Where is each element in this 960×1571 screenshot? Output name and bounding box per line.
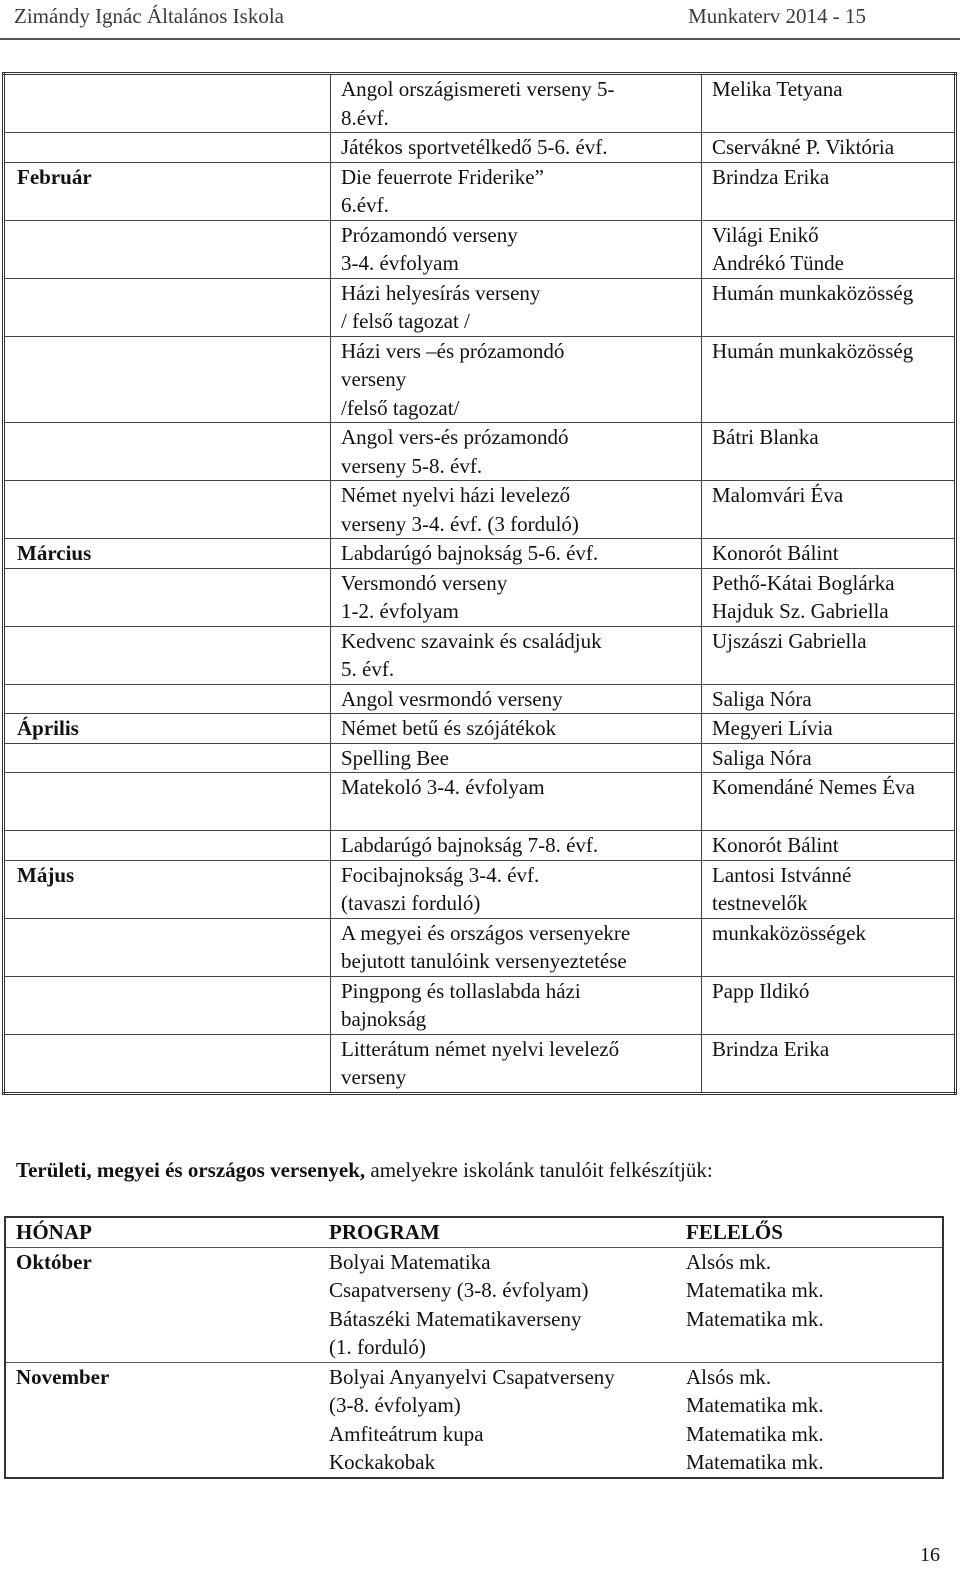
responsible-line: Konorót Bálint bbox=[712, 833, 839, 857]
table-row bbox=[4, 539, 956, 569]
responsible-line: Melika Tetyana bbox=[712, 77, 843, 101]
month-cell: November bbox=[5, 1362, 319, 1420]
program-line: Bolyai Anyanyelvi Csapatverseny bbox=[329, 1364, 615, 1389]
program-cell bbox=[319, 1362, 676, 1420]
responsible-line: Matematika mk. bbox=[686, 1393, 824, 1417]
column-header-month: HÓNAP bbox=[5, 1217, 319, 1247]
table-row bbox=[4, 773, 956, 831]
responsible-cell bbox=[676, 1448, 943, 1478]
program-line: Litterátum német nyelvi levelező bbox=[341, 1036, 620, 1061]
month-cell: Május bbox=[4, 860, 331, 918]
table-row bbox=[4, 918, 956, 976]
program-line: Játékos sportvetélkedő 5-6. évf. bbox=[341, 135, 608, 159]
program-cell bbox=[319, 1305, 676, 1363]
page-header bbox=[0, 0, 960, 40]
responsible-line: Világi Enikő bbox=[712, 222, 819, 247]
responsible-line: Matematika mk. bbox=[686, 1278, 824, 1302]
responsible-cell bbox=[702, 220, 956, 278]
responsible-cell bbox=[702, 423, 956, 481]
program-cell bbox=[331, 336, 702, 423]
program-cell bbox=[331, 481, 702, 539]
program-cell bbox=[331, 831, 702, 861]
month-cell bbox=[4, 831, 331, 861]
responsible-cell bbox=[702, 626, 956, 684]
program-line: A megyei és országos versenyekre bbox=[341, 920, 631, 945]
responsible-cell bbox=[702, 684, 956, 714]
column-header-program: PROGRAM bbox=[319, 1217, 676, 1247]
responsible-line: Saliga Nóra bbox=[712, 686, 812, 711]
month-cell bbox=[4, 918, 331, 976]
responsible-cell bbox=[702, 1034, 956, 1093]
month-cell: Október bbox=[5, 1247, 319, 1305]
responsible-line: Matematika mk. bbox=[686, 1450, 824, 1474]
month-cell bbox=[4, 220, 331, 278]
table-row bbox=[4, 831, 956, 861]
program-line: verseny bbox=[341, 1065, 407, 1089]
month-cell bbox=[4, 278, 331, 336]
program-line: Focibajnokság 3-4. évf. bbox=[341, 862, 540, 887]
month-cell bbox=[4, 976, 331, 1034]
program-line: 5. évf. bbox=[341, 657, 395, 681]
program-line: Házi vers –és prózamondó bbox=[341, 338, 565, 363]
month-cell bbox=[4, 336, 331, 423]
table-row bbox=[4, 481, 956, 539]
responsible-cell bbox=[702, 336, 956, 423]
table-row bbox=[4, 626, 956, 684]
responsible-line: Andrékó Tünde bbox=[712, 251, 844, 275]
program-line: /felső tagozat/ bbox=[341, 395, 460, 420]
program-cell bbox=[319, 1420, 676, 1449]
program-line: 8.évf. bbox=[341, 105, 389, 130]
program-line: Spelling Bee bbox=[341, 745, 449, 770]
table-row bbox=[4, 976, 956, 1034]
program-line: Házi helyesírás verseny bbox=[341, 280, 541, 305]
table-row bbox=[4, 133, 956, 163]
program-cell bbox=[331, 568, 702, 626]
page-number: 16 bbox=[920, 1544, 940, 1566]
program-line: Matekoló 3-4. évfolyam bbox=[341, 775, 545, 799]
responsible-cell bbox=[676, 1305, 943, 1363]
program-line: verseny 3-4. évf. (3 forduló) bbox=[341, 511, 579, 536]
responsible-line: Brindza Erika bbox=[712, 1036, 830, 1061]
program-cell bbox=[331, 976, 702, 1034]
table-row bbox=[4, 568, 956, 626]
program-line: Csapatverseny (3-8. évfolyam) bbox=[329, 1278, 589, 1302]
responsible-line bbox=[712, 802, 954, 831]
header-divider bbox=[0, 38, 960, 40]
responsible-cell bbox=[702, 976, 956, 1034]
table-row bbox=[5, 1448, 943, 1478]
month-cell bbox=[4, 684, 331, 714]
responsible-line: Humán munkaközösség bbox=[712, 280, 914, 305]
program-line: Amfiteátrum kupa bbox=[329, 1421, 484, 1446]
table-row bbox=[4, 743, 956, 773]
program-cell bbox=[331, 626, 702, 684]
responsible-line: Brindza Erika bbox=[712, 164, 830, 189]
month-cell bbox=[5, 1305, 319, 1363]
responsible-line: Saliga Nóra bbox=[712, 745, 812, 770]
responsible-line: Ujszászi Gabriella bbox=[712, 628, 867, 653]
month-cell bbox=[4, 1034, 331, 1093]
month-cell bbox=[4, 743, 331, 773]
responsible-line: Lantosi Istvánné bbox=[712, 862, 852, 887]
program-line: Bátaszéki Matematikaverseny bbox=[329, 1306, 582, 1331]
responsible-cell bbox=[676, 1247, 943, 1305]
program-cell bbox=[331, 1034, 702, 1093]
responsible-cell bbox=[702, 918, 956, 976]
responsible-cell bbox=[702, 773, 956, 831]
month-cell: Április bbox=[4, 714, 331, 744]
competitions-table bbox=[2, 72, 957, 1095]
section-heading bbox=[16, 1158, 713, 1183]
table-row bbox=[5, 1362, 943, 1420]
program-cell bbox=[331, 278, 702, 336]
program-cell bbox=[331, 773, 702, 831]
program-cell bbox=[331, 743, 702, 773]
table-row bbox=[4, 162, 956, 220]
program-line: verseny 5-8. évf. bbox=[341, 453, 483, 478]
responsible-line: testnevelők bbox=[712, 891, 808, 915]
program-line: bejutott tanulóink versenyeztetése bbox=[341, 949, 627, 973]
month-cell bbox=[5, 1448, 319, 1478]
table-row bbox=[5, 1420, 943, 1449]
responsible-line: Megyeri Lívia bbox=[712, 716, 833, 740]
regional-competitions-table bbox=[4, 1216, 944, 1479]
program-line: Angol országismereti verseny 5- bbox=[341, 77, 615, 101]
responsible-line: Pethő-Kátai Boglárka bbox=[712, 570, 895, 595]
responsible-cell bbox=[702, 133, 956, 163]
responsible-line: Matematika mk. bbox=[686, 1421, 824, 1446]
program-line: Labdarúgó bajnokság 5-6. évf. bbox=[341, 541, 599, 565]
responsible-cell bbox=[702, 74, 956, 133]
table-row bbox=[4, 336, 956, 423]
program-line: Kedvenc szavaink és családjuk bbox=[341, 628, 602, 653]
program-line: bajnokság bbox=[341, 1007, 427, 1031]
program-line: Prózamondó verseny bbox=[341, 222, 518, 247]
table-row bbox=[5, 1247, 943, 1305]
program-cell bbox=[331, 162, 702, 220]
program-cell bbox=[331, 539, 702, 569]
program-cell bbox=[331, 860, 702, 918]
table-row bbox=[4, 220, 956, 278]
program-line: Die feuerrote Friderike” bbox=[341, 164, 544, 189]
responsible-line: Hajduk Sz. Gabriella bbox=[712, 599, 889, 623]
responsible-line: Komendáné Nemes Éva bbox=[712, 775, 915, 799]
program-line: 3-4. évfolyam bbox=[341, 251, 459, 275]
responsible-cell bbox=[702, 162, 956, 220]
program-cell bbox=[331, 684, 702, 714]
responsible-line: munkaközösségek bbox=[712, 920, 866, 945]
responsible-line: Papp Ildikó bbox=[712, 978, 810, 1003]
month-cell bbox=[5, 1420, 319, 1449]
responsible-cell bbox=[702, 568, 956, 626]
month-cell bbox=[4, 74, 331, 133]
program-line: Angol vesrmondó verseny bbox=[341, 686, 563, 711]
month-cell bbox=[4, 133, 331, 163]
month-cell bbox=[4, 423, 331, 481]
responsible-line: Konorót Bálint bbox=[712, 541, 839, 565]
month-cell bbox=[4, 773, 331, 831]
responsible-cell bbox=[702, 714, 956, 744]
responsible-line: Cservákné P. Viktória bbox=[712, 135, 895, 159]
responsible-line: Alsós mk. bbox=[686, 1364, 772, 1389]
responsible-line: Malomvári Éva bbox=[712, 483, 844, 507]
program-line: Bolyai Matematika bbox=[329, 1249, 491, 1274]
month-cell: Március bbox=[4, 539, 331, 569]
program-line: (tavaszi forduló) bbox=[341, 891, 481, 915]
responsible-line: Humán munkaközösség bbox=[712, 338, 914, 363]
section-heading-bold: Területi, megyei és országos versenyek, bbox=[16, 1158, 366, 1182]
table-row bbox=[4, 74, 956, 133]
program-line: verseny bbox=[341, 367, 407, 391]
program-line: Labdarúgó bajnokság 7-8. évf. bbox=[341, 833, 599, 857]
table-header-row bbox=[5, 1217, 943, 1247]
table-row bbox=[5, 1305, 943, 1363]
responsible-cell bbox=[676, 1420, 943, 1449]
program-cell bbox=[331, 918, 702, 976]
responsible-cell bbox=[702, 860, 956, 918]
responsible-cell bbox=[702, 278, 956, 336]
document-title: Munkaterv 2014 - 15 bbox=[688, 4, 866, 28]
month-cell: Február bbox=[4, 162, 331, 220]
program-line: Versmondó verseny bbox=[341, 570, 508, 595]
month-cell bbox=[4, 568, 331, 626]
section-heading-rest: amelyekre iskolánk tanulóit felkészítjük: bbox=[365, 1158, 713, 1182]
program-line: (1. forduló) bbox=[329, 1335, 426, 1359]
program-cell bbox=[331, 133, 702, 163]
program-cell bbox=[331, 714, 702, 744]
responsible-line: Bátri Blanka bbox=[712, 425, 819, 449]
school-name: Zimándy Ignác Általános Iskola bbox=[14, 4, 285, 28]
month-cell bbox=[4, 481, 331, 539]
program-line: (3-8. évfolyam) bbox=[329, 1393, 461, 1417]
table-row bbox=[4, 714, 956, 744]
program-line: 6.évf. bbox=[341, 193, 389, 217]
program-line: Kockakobak bbox=[329, 1450, 436, 1474]
program-line: Angol vers-és prózamondó bbox=[341, 425, 569, 449]
program-line: Pingpong és tollaslabda házi bbox=[341, 978, 581, 1003]
program-cell bbox=[319, 1247, 676, 1305]
program-line bbox=[341, 802, 701, 831]
responsible-line: Matematika mk. bbox=[686, 1306, 824, 1331]
program-cell bbox=[331, 423, 702, 481]
program-cell bbox=[331, 220, 702, 278]
month-cell bbox=[4, 626, 331, 684]
column-header-responsible: FELELŐS bbox=[676, 1217, 943, 1247]
responsible-cell bbox=[702, 539, 956, 569]
table-row bbox=[4, 860, 956, 918]
program-line: 1-2. évfolyam bbox=[341, 599, 459, 623]
table-row bbox=[4, 278, 956, 336]
program-cell bbox=[319, 1448, 676, 1478]
program-line: / felső tagozat / bbox=[341, 309, 470, 333]
responsible-cell bbox=[702, 743, 956, 773]
table-row bbox=[4, 684, 956, 714]
table-row bbox=[4, 1034, 956, 1093]
program-cell bbox=[331, 74, 702, 133]
program-line: Német betű és szójátékok bbox=[341, 716, 557, 740]
responsible-cell bbox=[702, 481, 956, 539]
responsible-line: Alsós mk. bbox=[686, 1249, 772, 1274]
program-line: Német nyelvi házi levelező bbox=[341, 483, 571, 507]
responsible-cell bbox=[702, 831, 956, 861]
table-row bbox=[4, 423, 956, 481]
responsible-cell bbox=[676, 1362, 943, 1420]
